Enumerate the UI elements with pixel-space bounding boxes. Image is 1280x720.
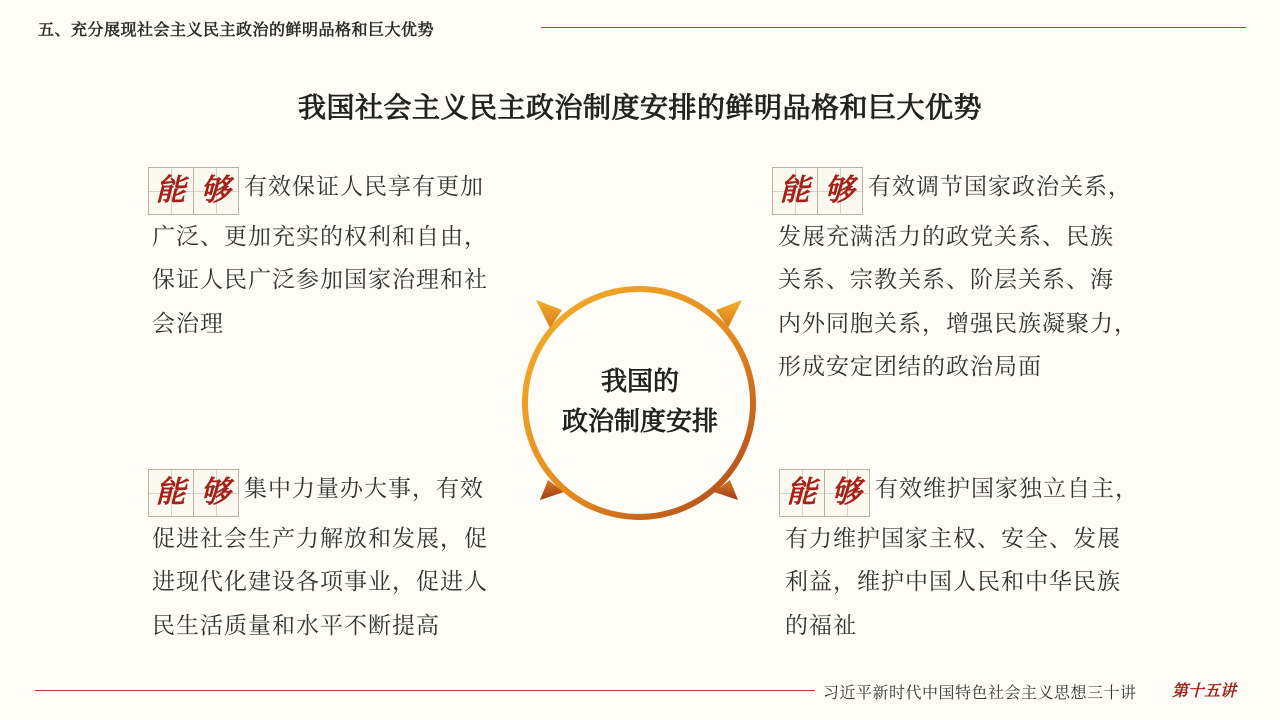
point-first-line [148, 166, 518, 216]
point-line: 有力维护国家主权、安全、发展 [785, 525, 1121, 552]
footer-series-title: 习近平新时代中国特色社会主义思想三十讲 [823, 683, 1137, 702]
center-circle [510, 282, 770, 528]
badge-char-gou: 够 [817, 167, 863, 215]
point-top-left [148, 166, 518, 346]
badge-char-gou: 够 [193, 469, 239, 517]
neng-gou-badge [772, 167, 862, 216]
point-line: 广泛、更加充实的权利和自由， [152, 223, 488, 250]
point-line: 民生活质量和水平不断提高 [152, 612, 440, 639]
badge-char-neng: 能 [779, 469, 825, 517]
point-line: 形成安定团结的政治局面 [778, 354, 1042, 380]
point-first-line [148, 468, 518, 518]
point-line: 进现代化建设各项事业，促进人 [152, 569, 488, 595]
badge-char-gou: 够 [193, 167, 239, 215]
point-bottom-left [148, 468, 518, 648]
center-label [510, 362, 770, 442]
point-line: 关系、宗教关系、阶层关系、海 [778, 267, 1114, 293]
point-first-line [772, 166, 1192, 216]
slide-title: 我国社会主义民主政治制度安排的鲜明品格和巨大优势 [297, 91, 982, 124]
neng-gou-badge [148, 469, 238, 518]
point-line: 保证人民广泛参加国家治理和社 [152, 267, 488, 293]
header-divider [541, 27, 1246, 28]
center-label-line2: 政治制度安排 [561, 407, 718, 437]
badge-char-neng: 能 [148, 469, 194, 517]
point-line: 内外同胞关系，增强民族凝聚力， [778, 310, 1138, 337]
badge-char-neng: 能 [148, 167, 194, 215]
footer-lecture-number: 第十五讲 [1172, 681, 1237, 700]
section-title: 五、充分展现社会主义民主政治的鲜明品格和巨大优势 [38, 20, 435, 39]
footer-divider [35, 690, 815, 691]
badge-char-gou: 够 [824, 469, 870, 517]
point-first-text: 有效维护国家独立自主， [875, 476, 1139, 502]
point-first-text: 有效保证人民享有更加 [244, 174, 484, 200]
point-first-line [779, 468, 1199, 518]
point-bottom-right [779, 468, 1199, 648]
point-line: 会治理 [152, 310, 224, 337]
point-line: 的福祉 [785, 612, 857, 639]
center-label-line1: 我国的 [600, 367, 679, 397]
point-top-right [772, 166, 1192, 390]
point-line: 发展充满活力的政党关系、民族 [778, 223, 1114, 250]
point-first-text: 集中力量办大事，有效 [244, 476, 484, 502]
neng-gou-badge [148, 167, 238, 216]
point-line: 利益，维护中国人民和中华民族 [785, 569, 1121, 595]
point-line: 促进社会生产力解放和发展，促 [152, 525, 488, 552]
neng-gou-badge [779, 469, 869, 518]
badge-char-neng: 能 [772, 167, 818, 215]
point-first-text: 有效调节国家政治关系， [868, 174, 1132, 200]
